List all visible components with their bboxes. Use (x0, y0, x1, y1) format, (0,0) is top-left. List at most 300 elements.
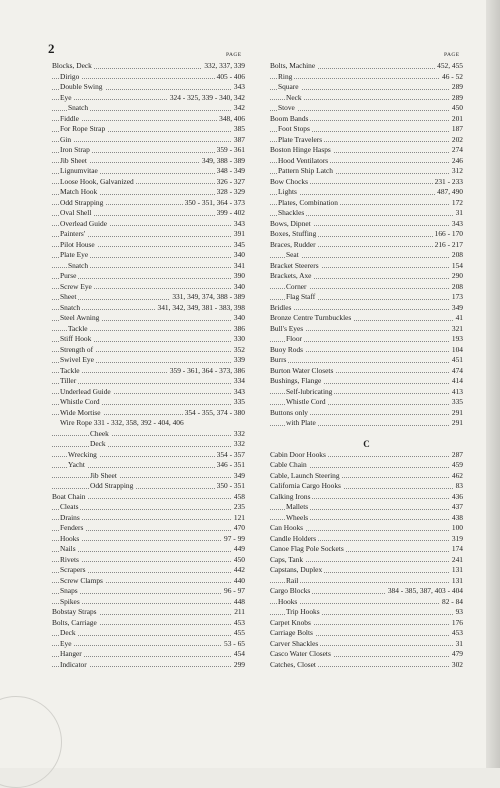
index-entry (270, 565, 463, 576)
index-entry (270, 156, 463, 167)
entry-pages: 46 - 52 (442, 71, 463, 81)
entry-pages: 335 (233, 397, 245, 406)
entry-name: Screw Eye (60, 281, 92, 291)
entry-name: Seat (286, 250, 299, 259)
entry-pages: 437 (451, 502, 463, 511)
entry-pages: 359 - 361, 364 - 373, 386 (169, 365, 245, 375)
blank-line (270, 429, 463, 440)
entry-pages: 201 (451, 113, 463, 123)
entry-name: Bolts, Carriage (52, 617, 97, 627)
index-entry (52, 471, 245, 482)
entry-name: Purse (60, 271, 77, 280)
entry-pages: 174 (451, 544, 463, 553)
index-entry (270, 82, 463, 93)
entry-pages: 31 (455, 638, 463, 648)
index-entry (52, 261, 245, 272)
index-entry (270, 313, 463, 324)
entry-name: Steel Awning (60, 313, 100, 322)
index-entry (270, 408, 463, 419)
entry-pages: 289 (451, 82, 463, 91)
index-entry (52, 418, 245, 429)
entry-name: Burrs (270, 355, 287, 364)
leader-dots (52, 446, 245, 447)
entry-pages: 391 (233, 229, 245, 238)
entry-pages: 97 - 99 (224, 533, 245, 543)
entry-pages: 289 (451, 92, 463, 102)
entry-pages: 41 (455, 313, 463, 322)
entry-pages: 354 - 355, 374 - 380 (184, 407, 245, 417)
entry-pages: 348 - 349 (216, 166, 245, 175)
entry-pages: 343 (451, 218, 463, 228)
right-index-column (270, 61, 463, 670)
entry-name: Bracket Steerers (270, 260, 319, 270)
index-entry (52, 576, 245, 587)
index-entry (270, 366, 463, 377)
index-entry (52, 93, 245, 104)
entry-pages: 100 (451, 523, 463, 532)
entry-pages: 350 - 351, 364 - 373 (184, 197, 245, 207)
entry-name: Hood Ventilators (278, 155, 329, 165)
entry-name: Stove (278, 103, 295, 112)
entry-name: Underlead Guide (60, 386, 111, 396)
index-entry (270, 397, 463, 408)
entry-name: Scrapers (60, 565, 86, 574)
index-entry (52, 450, 245, 461)
entry-pages: 459 (451, 460, 463, 469)
entry-name: Blocks, Deck (52, 61, 92, 70)
index-entry (52, 513, 245, 524)
index-entry (52, 72, 245, 83)
entry-pages: 452, 455 (437, 61, 463, 70)
entry-pages: 335 (451, 397, 463, 406)
entry-pages: 319 (451, 533, 463, 543)
index-entry (52, 649, 245, 660)
entry-pages: 231 - 233 (434, 176, 463, 186)
entry-pages: 176 (451, 617, 463, 627)
index-entry (270, 177, 463, 188)
index-entry (270, 93, 463, 104)
index-entry (52, 660, 245, 671)
index-entry (52, 271, 245, 282)
entry-pages: 172 (451, 197, 463, 207)
index-entry (270, 418, 463, 429)
entry-name: Snaps (60, 586, 78, 595)
entry-name: Brackets, Axe (270, 271, 312, 280)
index-entry (270, 208, 463, 219)
entry-pages: 326 - 327 (216, 176, 245, 186)
entry-name: Carriage Bolts (270, 628, 313, 637)
entry-pages: 332 (233, 428, 245, 438)
index-entry (52, 376, 245, 387)
entry-pages: 211 (234, 607, 245, 616)
entry-name: Hooks (278, 596, 298, 606)
entry-name: Cargo Blocks (270, 586, 311, 595)
index-entry (270, 61, 463, 72)
leader-dots (52, 561, 245, 562)
entry-name: Foot Stops (278, 124, 310, 133)
entry-pages: 349 (233, 470, 245, 480)
entry-name: Double Swing (60, 82, 103, 91)
index-entry (270, 481, 463, 492)
entry-name: Buttons only (270, 407, 308, 417)
entry-name: Lignumvitae (60, 166, 98, 175)
entry-name: Self-lubricating (286, 386, 333, 396)
entry-name: Casco Water Closets (270, 649, 331, 658)
entry-name: Drains (60, 512, 80, 522)
index-entry (52, 250, 245, 261)
entry-name: Eye (60, 92, 72, 102)
index-entry (52, 82, 245, 93)
entry-name: Fenders (60, 523, 84, 532)
index-entry (270, 597, 463, 608)
entry-pages: 399 - 402 (216, 208, 245, 217)
entry-pages: 442 (233, 565, 245, 574)
entry-name: Strength of (60, 344, 94, 354)
entry-pages: 334 (233, 376, 245, 385)
entry-name: Boat Chain (52, 491, 86, 501)
leader-dots (52, 551, 245, 552)
index-entry (270, 555, 463, 566)
index-entry (270, 576, 463, 587)
entry-pages: 290 (451, 271, 463, 280)
entry-name: Buoy Rods (270, 344, 304, 354)
index-entry (270, 124, 463, 135)
index-entry (52, 544, 245, 555)
index-entry (270, 607, 463, 618)
entry-pages: 332, 337, 339 (204, 61, 245, 70)
leader-dots (52, 120, 245, 121)
index-entry (270, 271, 463, 282)
entry-name: Plate Eye (60, 250, 89, 259)
entry-name: Cabin Door Hooks (270, 449, 326, 459)
index-entry (270, 544, 463, 555)
entry-name: Tiller (60, 376, 77, 385)
entry-pages: 332 (233, 439, 245, 448)
entry-name: Bobstay Straps (52, 607, 97, 616)
index-entry (52, 429, 245, 440)
entry-name: Pilot House (60, 239, 95, 249)
index-entry (270, 586, 463, 597)
entry-name: Tackle (60, 365, 80, 375)
index-entry (270, 303, 463, 314)
entry-pages: 235 (233, 502, 245, 511)
entry-pages: 83 (455, 481, 463, 490)
entry-name: Braces, Rudder (270, 239, 316, 249)
index-entry (52, 439, 245, 450)
entry-name: Burton Water Closets (270, 365, 334, 375)
leader-dots (270, 110, 463, 111)
entry-name: Flag Staff (286, 292, 316, 301)
index-entry (52, 282, 245, 293)
entry-pages: 216 - 217 (434, 239, 463, 249)
entry-name: Bow Chocks (270, 176, 308, 186)
index-entry (52, 324, 245, 335)
entry-name: Match Hook (60, 187, 98, 196)
entry-pages: 154 (451, 260, 463, 270)
entry-name: Oval Shell (60, 208, 92, 217)
entry-name: Snatch (68, 103, 89, 112)
entry-name: Rivets (60, 554, 79, 564)
entry-pages: 350 - 351 (216, 481, 245, 490)
entry-name: Capstans, Duplex (270, 565, 323, 574)
entry-name: Hanger (60, 649, 82, 658)
right-column-page-header: PAGE (444, 52, 460, 58)
index-entry (52, 303, 245, 314)
index-entry (52, 502, 245, 513)
entry-pages: 342 (233, 103, 245, 112)
index-entry (52, 366, 245, 377)
index-entry (52, 198, 245, 209)
index-entry (52, 61, 245, 72)
index-entry (52, 597, 245, 608)
index-entry (270, 471, 463, 482)
entry-name: Jib Sheet (90, 470, 117, 480)
entry-pages: 348, 406 (219, 113, 245, 123)
index-entry (52, 145, 245, 156)
entry-pages: 354 - 357 (216, 449, 245, 459)
entry-pages: 299 (233, 659, 245, 669)
leader-dots (52, 383, 245, 384)
entry-name: Boom Bands (270, 113, 309, 123)
leader-dots (52, 593, 245, 594)
entry-pages: 405 - 406 (216, 71, 245, 81)
entry-name: Odd Strapping (90, 481, 134, 490)
index-entry (52, 397, 245, 408)
entry-name: Swivel Eye (60, 355, 94, 364)
entry-pages: 345 (233, 239, 245, 249)
entry-pages: 386 (233, 323, 245, 333)
index-entry (52, 565, 245, 576)
entry-pages: 436 (451, 491, 463, 501)
index-entry (270, 387, 463, 398)
entry-pages: 470 (233, 523, 245, 532)
index-entry (52, 313, 245, 324)
entry-name: Bronze Centre Turnbuckles (270, 313, 352, 322)
entry-name: Snatch (60, 302, 81, 312)
entry-pages: 208 (451, 281, 463, 291)
index-entry (270, 639, 463, 650)
index-entry (52, 481, 245, 492)
entry-pages: 96 - 97 (224, 586, 245, 595)
entry-name: Eye (60, 638, 72, 648)
entry-name: Ring (278, 71, 293, 81)
entry-name: Snatch (68, 260, 89, 270)
entry-name: Bull's Eyes (270, 323, 304, 333)
leader-dots (270, 309, 463, 310)
entry-name: Whistle Cord (60, 397, 100, 406)
entry-pages: 328 - 329 (216, 187, 245, 196)
entry-pages: 341, 342, 349, 381 - 383, 398 (157, 302, 245, 312)
entry-name: Hooks (60, 533, 80, 543)
entry-name: Cheek (90, 428, 109, 438)
index-entry (270, 292, 463, 303)
index-entry (52, 523, 245, 534)
index-entry (52, 607, 245, 618)
entry-pages: 458 (233, 491, 245, 501)
entry-name: Pattern Ship Latch (278, 166, 334, 175)
index-entry (52, 219, 245, 230)
entry-pages: 312 (451, 166, 463, 175)
entry-name: Caps, Tank (270, 554, 304, 564)
entry-pages: 208 (451, 250, 463, 259)
entry-name: Wide Mortise (60, 407, 101, 417)
index-entry (52, 240, 245, 251)
entry-name: Bolts, Machine (270, 61, 316, 70)
entry-name: Calking Irons (270, 491, 311, 501)
index-entry (52, 103, 245, 114)
entry-name: Rail (286, 575, 299, 585)
index-entry (270, 145, 463, 156)
entry-name: Wrecking (68, 449, 97, 459)
entry-name: Cleats (60, 502, 79, 511)
index-entry (270, 660, 463, 671)
entry-pages: 390 (233, 271, 245, 280)
entry-name: Dirigo (60, 71, 80, 81)
entry-name: Catches, Closet (270, 659, 316, 669)
entry-pages: 187 (451, 124, 463, 133)
entry-name: Cable Chain (270, 460, 307, 469)
entry-name: Plates, Combination (278, 197, 338, 207)
index-entry (270, 103, 463, 114)
entry-name: Shackles (278, 208, 305, 217)
entry-pages: 450 (233, 554, 245, 564)
entry-pages: 343 (233, 82, 245, 91)
left-index-column (52, 61, 245, 670)
page-number: 2 (48, 41, 55, 56)
entry-pages: 274 (451, 145, 463, 154)
entry-pages: 121 (233, 512, 245, 522)
entry-pages: 453 (451, 628, 463, 637)
entry-name: Cable, Launch Steering (270, 470, 340, 480)
leader-dots (52, 477, 245, 478)
index-entry (270, 198, 463, 209)
entry-name: Carpet Knobs (270, 617, 311, 627)
entry-name: Wheels (286, 512, 309, 522)
entry-pages: 131 (451, 565, 463, 574)
index-entry (270, 135, 463, 146)
leader-dots (270, 78, 463, 79)
entry-name: Floor (286, 334, 303, 343)
index-entry (52, 618, 245, 629)
index-entry (270, 460, 463, 471)
entry-name: Candle Holders (270, 533, 317, 543)
entry-pages: 359 - 361 (216, 145, 245, 154)
entry-name: Square (278, 82, 299, 91)
index-entry (52, 534, 245, 545)
index-entry (270, 345, 463, 356)
entry-name: Plate Travelers (278, 134, 323, 144)
entry-pages: 193 (451, 334, 463, 343)
entry-pages: 53 - 65 (224, 638, 245, 648)
index-entry (270, 649, 463, 660)
entry-pages: 340 (233, 281, 245, 291)
entry-pages: 82 - 84 (442, 596, 463, 606)
index-entry (52, 460, 245, 471)
entry-name: For Rope Strap (60, 124, 106, 133)
entry-pages: 455 (233, 628, 245, 637)
index-entry (270, 450, 463, 461)
leader-dots (52, 435, 245, 436)
index-entry (270, 523, 463, 534)
entry-pages: 166 - 170 (434, 229, 463, 238)
index-entry (270, 334, 463, 345)
index-entry (52, 345, 245, 356)
entry-pages: 343 (233, 218, 245, 228)
entry-pages: 343 (233, 386, 245, 396)
leader-dots (52, 635, 245, 636)
entry-pages: 438 (451, 512, 463, 522)
entry-name: Bows, Dipnet (270, 218, 311, 228)
index-entry (270, 502, 463, 513)
entry-pages: 31 (455, 208, 463, 217)
entry-pages: 202 (451, 134, 463, 144)
entry-pages: 339 (233, 355, 245, 364)
entry-pages: 385 (233, 124, 245, 133)
entry-name: Neck (286, 92, 302, 102)
entry-name: Deck (60, 628, 76, 637)
entry-pages: 450 (451, 103, 463, 112)
entry-name: Mallets (286, 502, 309, 511)
entry-name: Screw Clamps (60, 575, 103, 585)
index-entry (270, 166, 463, 177)
entry-name: Wire Rope 331 - 332, 358, 392 - 404, 406 (60, 418, 184, 427)
index-entry (270, 240, 463, 251)
entry-pages: 287 (451, 449, 463, 459)
index-entry (270, 114, 463, 125)
entry-pages: 413 (451, 386, 463, 396)
index-entry (52, 229, 245, 240)
entry-name: Nails (60, 544, 76, 553)
entry-pages: 454 (233, 649, 245, 658)
entry-pages: 346 - 351 (216, 460, 245, 469)
index-entry (52, 586, 245, 597)
entry-name: with Plate (286, 418, 316, 427)
index-entry (52, 387, 245, 398)
entry-name: Fiddle (60, 113, 79, 123)
entry-pages: 341 (233, 260, 245, 270)
page-corner-curl (0, 696, 62, 788)
leader-dots (52, 278, 245, 279)
entry-name: Canoe Flag Pole Sockets (270, 544, 344, 553)
index-entry (52, 292, 245, 303)
entry-pages: 291 (451, 407, 463, 417)
entry-name: Overlead Guide (60, 218, 107, 228)
index-entry (270, 229, 463, 240)
index-entry (270, 513, 463, 524)
entry-name: Jib Sheet (60, 155, 87, 165)
entry-name: Boxes, Stuffing (270, 229, 317, 238)
entry-name: Yacht (68, 460, 85, 469)
entry-name: Boston Hinge Hasps (270, 145, 331, 154)
index-entry (52, 166, 245, 177)
entry-pages: 246 (451, 155, 463, 165)
entry-name: Whistle Cord (286, 397, 326, 406)
index-entry (52, 628, 245, 639)
entry-name: California Cargo Hooks (270, 481, 341, 490)
index-entry (52, 639, 245, 650)
index-entry (270, 72, 463, 83)
entry-name: Tackle (68, 323, 88, 333)
index-entry (270, 324, 463, 335)
entry-pages: 453 (233, 617, 245, 627)
index-entry (270, 261, 463, 272)
entry-name: Can Hooks (270, 523, 304, 532)
entry-pages: 104 (451, 344, 463, 354)
entry-pages: 440 (233, 575, 245, 585)
entry-pages: 131 (451, 575, 463, 585)
entry-name: Lights (278, 187, 297, 196)
entry-name: Bridles (270, 302, 292, 312)
